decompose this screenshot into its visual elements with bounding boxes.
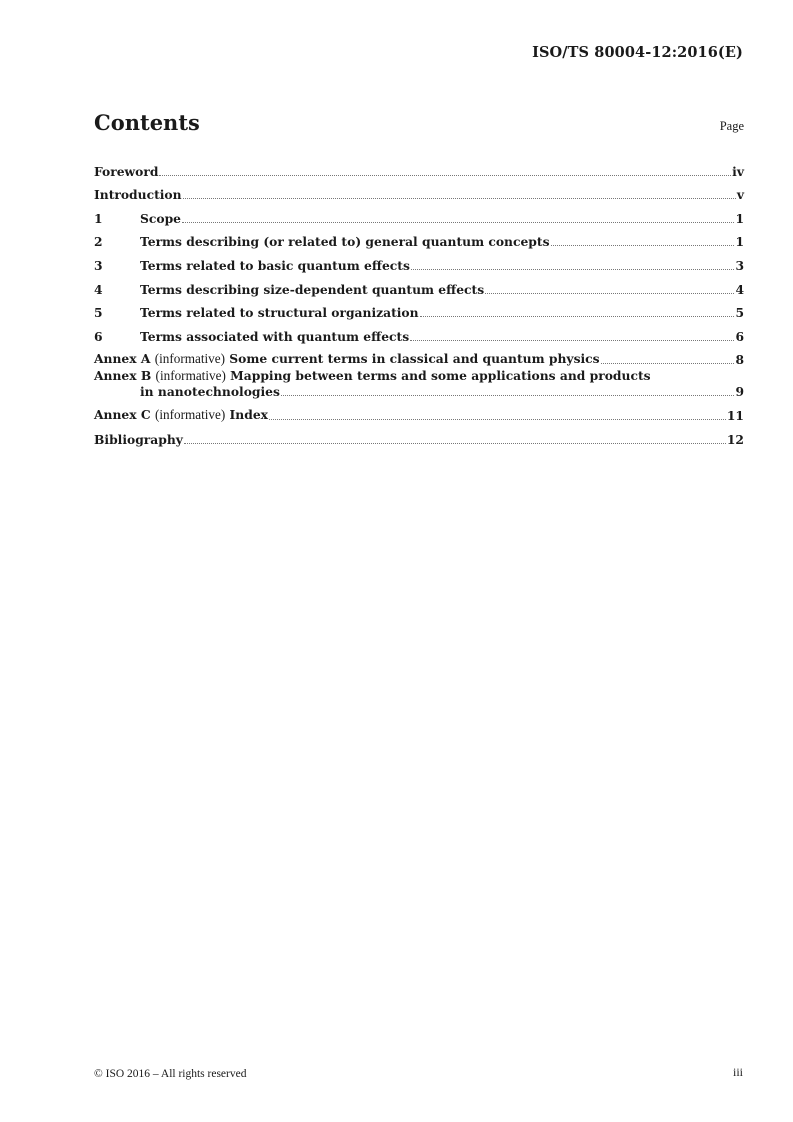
annex-type: (informative) <box>154 351 225 367</box>
annex-prefix: Annex B <box>94 368 152 384</box>
toc-entry-page: 1 <box>735 234 744 250</box>
dot-leader <box>601 363 735 364</box>
page-number: iii <box>732 1065 743 1079</box>
toc-entry-label: Scope <box>140 210 181 226</box>
toc-entry-label: Foreword <box>94 163 159 179</box>
dot-leader <box>159 175 731 176</box>
toc-entry-label: Terms describing size-dependent quantum effects <box>140 281 485 297</box>
toc-entry-number: 2 <box>94 234 103 250</box>
dot-leader <box>551 245 735 246</box>
toc-entry-associated-quantum-effects[interactable] <box>94 320 744 344</box>
dot-leader <box>184 443 726 444</box>
dot-leader <box>410 340 734 341</box>
toc-entry-label: Terms associated with quantum effects <box>140 328 410 344</box>
dot-leader <box>183 198 736 199</box>
toc-entry-page: 4 <box>735 281 744 297</box>
toc-entry-structural-organization[interactable] <box>94 297 744 321</box>
toc-entry-page: iv <box>732 163 744 179</box>
toc-entry-page: 11 <box>726 407 744 423</box>
dot-leader <box>411 269 735 270</box>
table-of-contents <box>94 155 744 447</box>
toc-entry-number: 3 <box>94 257 103 273</box>
toc-entry-general-quantum-concepts[interactable] <box>94 226 744 250</box>
annex-type: (informative) <box>154 406 226 422</box>
dot-leader <box>269 419 726 420</box>
toc-entry-scope[interactable] <box>94 202 744 226</box>
toc-entry-foreword[interactable] <box>94 155 744 179</box>
annex-prefix: Annex C <box>94 406 151 422</box>
toc-entry-annex-a[interactable] <box>94 344 744 368</box>
dot-leader <box>420 316 735 317</box>
dot-leader <box>485 293 734 294</box>
toc-entry-label <box>94 368 744 384</box>
toc-entry-page: 1 <box>735 210 744 226</box>
toc-entry-page: 3 <box>735 257 744 273</box>
toc-entry-label: Terms describing (or related to) general quantum concepts <box>140 234 550 250</box>
annex-title: Some current terms in classical and quantum physics <box>229 351 600 367</box>
toc-entry-label <box>94 351 600 367</box>
toc-entry-label: Terms related to basic quantum effects <box>140 257 410 273</box>
toc-entry-number: 5 <box>94 305 103 321</box>
document-identifier: ISO/TS 80004-12:2016(E) <box>532 44 743 61</box>
toc-entry-page: 9 <box>735 384 744 400</box>
toc-entry-annex-b[interactable] <box>94 367 744 399</box>
toc-entry-label: Bibliography <box>94 431 183 447</box>
toc-entry-number: 1 <box>94 210 103 226</box>
toc-entry-bibliography[interactable] <box>94 423 744 447</box>
toc-entry-label <box>94 407 268 423</box>
toc-header <box>94 110 744 140</box>
toc-entry-page: 8 <box>735 352 744 368</box>
toc-entry-page: 5 <box>735 305 744 321</box>
annex-title: Mapping between terms and some applications and products <box>230 368 651 384</box>
annex-type: (informative) <box>155 368 226 384</box>
toc-entry-introduction[interactable] <box>94 179 744 203</box>
dot-leader <box>281 395 735 396</box>
dot-leader <box>182 222 734 223</box>
toc-entry-label: Introduction <box>94 187 182 203</box>
toc-entry-basic-quantum-effects[interactable] <box>94 249 744 273</box>
annex-prefix: Annex A <box>94 351 151 367</box>
toc-entry-page: 6 <box>735 328 744 344</box>
toc-entry-page: v <box>736 187 744 203</box>
annex-title-continued: in nanotechnologies <box>140 384 280 400</box>
annex-title: Index <box>229 406 268 422</box>
toc-entry-number: 6 <box>94 328 103 344</box>
toc-entry-size-dependent-quantum-effects[interactable] <box>94 273 744 297</box>
copyright-notice: © ISO 2016 – All rights reserved <box>94 1068 247 1080</box>
toc-entry-number: 4 <box>94 281 103 297</box>
toc-entry-annex-c[interactable] <box>94 399 744 423</box>
page-column-label: Page <box>719 119 744 133</box>
toc-entry-page: 12 <box>726 431 744 447</box>
page-title: Contents <box>94 110 200 135</box>
toc-entry-label: Terms related to structural organization <box>140 305 419 321</box>
